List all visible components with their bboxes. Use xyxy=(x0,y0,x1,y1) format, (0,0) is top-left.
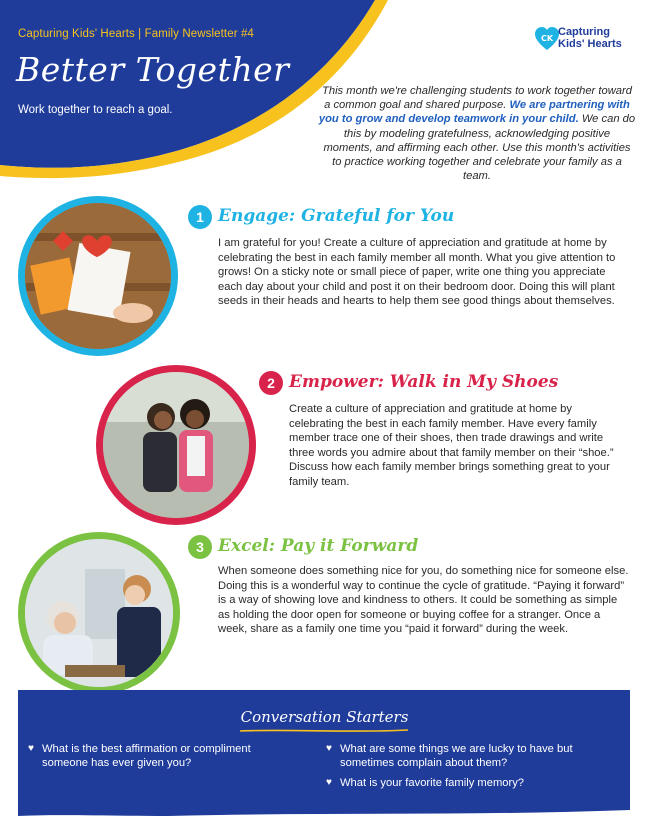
svg-text:CK: CK xyxy=(540,34,554,43)
intro-text-1: This month we're challenging students to work together toward a common goal and shared purpose. xyxy=(322,85,632,112)
section-1-number: 1 xyxy=(188,205,212,229)
conversation-item-1-text: What is the best affirmation or compliment someone has ever given you? xyxy=(42,743,251,769)
title-underline-icon xyxy=(238,728,410,734)
conversation-item-3-text: What is your favorite family memory? xyxy=(340,777,525,789)
section-3-title: Excel: Pay it Forward xyxy=(218,536,419,556)
section-3-photo xyxy=(18,532,180,694)
page-title: Better Together xyxy=(16,50,290,89)
heart-bullet-icon: ♥ xyxy=(28,743,34,754)
conversation-item-3 xyxy=(326,776,616,790)
conversation-title: Conversation Starters xyxy=(240,708,409,726)
intro-text-2: We can do this by modeling gratefulness, acknowledging positive moments, and affirming each other. Use this month's activities to practice working together and celebrate your family as a team. xyxy=(323,113,636,183)
section-1-title: Engage: Grateful for You xyxy=(218,206,455,226)
section-3-body: When someone does something nice for you, do something nice for someone else. Doing this is a wonderful way to continue the cycle of gratitude. “Paying it forward” is a way of showing love and kindness to others. It could be something as simple as holding the door open for someone or buying coffee for a stranger. Once a week, share as a family one time you “paid it forward” during the week. xyxy=(218,565,629,635)
logo-text-line1: Capturing xyxy=(558,26,610,38)
section-2-title: Empower: Walk in My Shoes xyxy=(289,372,559,392)
logo-text-line2: Kids' Hearts xyxy=(558,38,622,50)
section-1-body: I am grateful for you! Create a culture of appreciation and gratitude at home by celebrating the best in each family member all month. What you give attention to grows! On a sticky note or small piece of paper, write one thing you appreciate each day about your child and post it on their bedroom door. Doing this will plant seeds in their heads and hearts to help them see good things about themselves. xyxy=(218,237,616,307)
gift-note-image xyxy=(25,203,171,349)
conversation-item-2-text: What are some things we are lucky to have but sometimes complain about them? xyxy=(340,743,573,769)
nursing-home-image xyxy=(25,539,173,687)
heart-bullet-icon: ♥ xyxy=(326,777,332,788)
intro-highlight: We are partnering with you to grow and develop teamwork in your child. xyxy=(318,99,630,126)
newsletter-label: Capturing Kids' Hearts | Family Newsletter #4 xyxy=(18,28,254,40)
section-2-photo xyxy=(96,365,256,525)
friends-walking-image xyxy=(103,372,249,518)
section-2-body: Create a culture of appreciation and gratitude at home by celebrating the best in each family member. Have every family member trace one of their shoes, then trade drawings and write three words you admire about that family member on their “shoe.” Discuss how each family member brings something great to your family team. xyxy=(289,403,614,488)
heart-logo-icon xyxy=(534,26,560,52)
page-subtitle: Work together to reach a goal. xyxy=(18,104,173,116)
conversation-item-1 xyxy=(28,742,278,770)
section-3-number: 3 xyxy=(188,535,212,559)
heart-bullet-icon: ♥ xyxy=(326,743,332,754)
section-2-number: 2 xyxy=(259,371,283,395)
intro-paragraph xyxy=(318,84,636,183)
logo-text xyxy=(558,26,622,50)
section-1-photo xyxy=(18,196,178,356)
conversation-item-2 xyxy=(326,742,616,770)
